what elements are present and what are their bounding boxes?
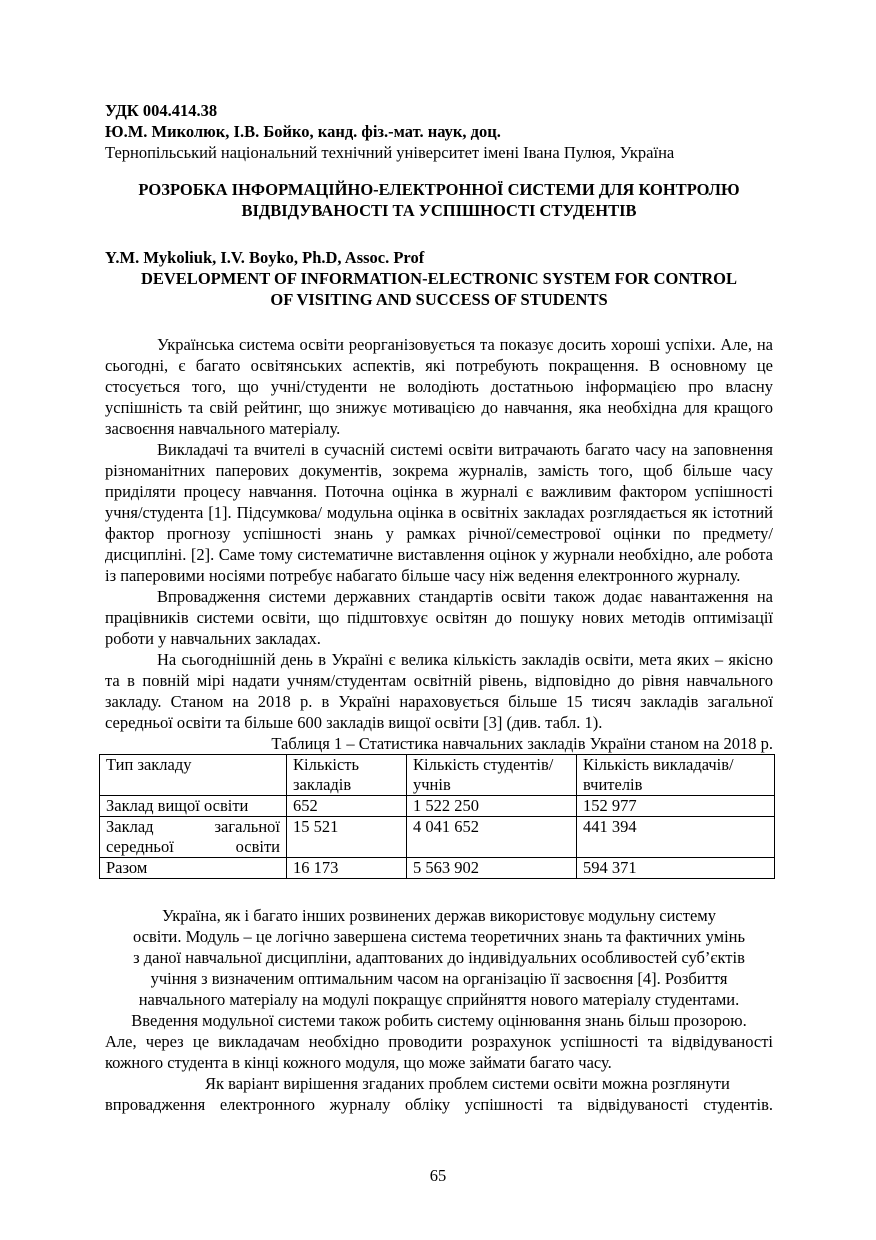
table-row — [100, 817, 775, 858]
table-cell: Разом — [100, 858, 287, 879]
title-en — [105, 268, 773, 310]
paragraph-3: Впровадження системи державних стандартів освіти також додає навантаження на працівників системи освіти, що підштовхує освітян до пошуку нових методів оптимізації роботи у навчальних закладах. — [105, 587, 773, 648]
table-row — [100, 796, 775, 817]
title-ua-line1: РОЗРОБКА ІНФОРМАЦІЙНО-ЕЛЕКТРОННОЇ СИСТЕМИ ДЛЯ КОНТРОЛЮ — [138, 180, 740, 199]
table-cell: Заклад вищої освіти — [100, 796, 287, 817]
table-header-cell: Кількість закладів — [287, 755, 407, 796]
table-header-cell: Кількість студентів/учнів — [407, 755, 577, 796]
table-cell: 16 173 — [287, 858, 407, 879]
text-line: Як варіант вирішення згаданих проблем системи освіти можна розглянути — [205, 1074, 730, 1093]
text-line: Україна, як і багато інших розвинених держав використовує модульну систему — [162, 906, 716, 925]
table-cell: 441 394 — [577, 817, 775, 858]
body-text — [105, 334, 773, 1115]
table-cell: 594 371 — [577, 858, 775, 879]
text-line: Введення модульної системи також робить систему оцінювання знань більш прозорою. — [131, 1011, 747, 1030]
table-cell: 5 563 902 — [407, 858, 577, 879]
table-header-cell: Кількість викладачів/вчителів — [577, 755, 775, 796]
text-line: освіти. Модуль – це логічно завершена система теоретичних знань та фактичних умінь — [132, 927, 746, 946]
affiliation: Тернопільський національний технічний університет імені Івана Пулюя, Україна — [105, 143, 675, 162]
text-line: впровадження електронного журналу обліку успішності та відвідуваності студентів. — [105, 1095, 773, 1114]
udk-code: УДК 004.414.38 — [105, 101, 218, 120]
table-cell: 15 521 — [287, 817, 407, 858]
text-line: учіння з визначеним оптимальним часом на організацію її засвоєння [4]. Розбиття — [150, 969, 728, 988]
table-row — [100, 858, 775, 879]
paragraph-modules: Але, через це викладачам необхідно проводити розрахунок успішності та відвідуваності кожного студента в кінці кожного модуля, що може займати багато часу. — [105, 1032, 773, 1072]
title-en-line2: OF VISITING AND SUCCESS OF STUDENTS — [270, 290, 608, 309]
table-header-cell: Тип закладу — [100, 755, 287, 796]
title-ua-line2: ВІДВІДУВАНОСТІ ТА УСПІШНОСТІ СТУДЕНТІВ — [241, 201, 637, 220]
authors-en: Y.M. Mykoliuk, I.V. Boyko, Ph.D, Assoc. Prof — [105, 248, 425, 267]
title-ua — [105, 179, 773, 221]
table-header-row — [100, 755, 775, 796]
table-cell: 652 — [287, 796, 407, 817]
paper-page — [105, 100, 773, 1115]
table-cell: 1 522 250 — [407, 796, 577, 817]
table-cell: 4 041 652 — [407, 817, 577, 858]
text-line: навчального матеріалу на модулі покращує сприйняття нового матеріалу студентами. — [138, 990, 740, 1009]
statistics-table — [99, 754, 775, 879]
after-table-text — [105, 905, 773, 1115]
authors-ua: Ю.М. Миколюк, І.В. Бойко, канд. фіз.-мат. наук, доц. — [105, 122, 501, 141]
paragraph-1: Українська система освіти реорганізовується та показує досить хороші успіхи. Але, на сьогодні, є багато освітянських аспектів, які потребують покращення. В основному це стосується того, що учні/студенти не володіють достатньою інформацією про власну успішність та свій рейтинг, що знижує мотивацією до навчання, яка необхідна для кращого засвоєння навчального матеріалу. — [105, 335, 773, 438]
paragraph-2: Викладачі та вчителі в сучасній системі освіти витрачають багато часу на заповнення різноманітних паперових документів, зокрема журналів, замість того, щоб більше часу приділяти процесу навчання. Поточна оцінка в журналі є важливим фактором успішності учня/студента [1]. Підсумкова/ модульна оцінка в освітніх закладах розглядається як істотний фактор прогнозу успішності знань у рамках річної/семестрової оцінки по предмету/дисципліні. [2]. Саме тому систематичне виставлення оцінок у журнали необхідно, але робота із паперовими носіями потребує набагато більше часу ніж ведення електронного журналу. — [105, 440, 773, 585]
text-line: з даної навчальної дисципліни, адаптованих до індивідуальних особливостей суб’єктів — [133, 948, 745, 967]
table-cell: Заклад загальної середньої освіти — [100, 817, 287, 858]
table-caption: Таблиця 1 – Статистика навчальних закладів України станом на 2018 р. — [271, 734, 773, 753]
table-cell: 152 977 — [577, 796, 775, 817]
page-number: 65 — [429, 1166, 447, 1185]
title-en-line1: DEVELOPMENT OF INFORMATION-ELECTRONIC SYSTEM FOR CONTROL — [140, 269, 738, 288]
paragraph-4: На сьогоднішній день в Україні є велика кількість закладів освіти, мета яких – якісно та в повній мірі надати учням/студентам освітній рівень, відповідно до рівня навчального закладу. Станом на 2018 р. в Україні нараховується більше 15 тисяч закладів загальної середньої освіти та більше 600 закладів вищої освіти [3] (див. табл. 1). — [105, 650, 773, 732]
